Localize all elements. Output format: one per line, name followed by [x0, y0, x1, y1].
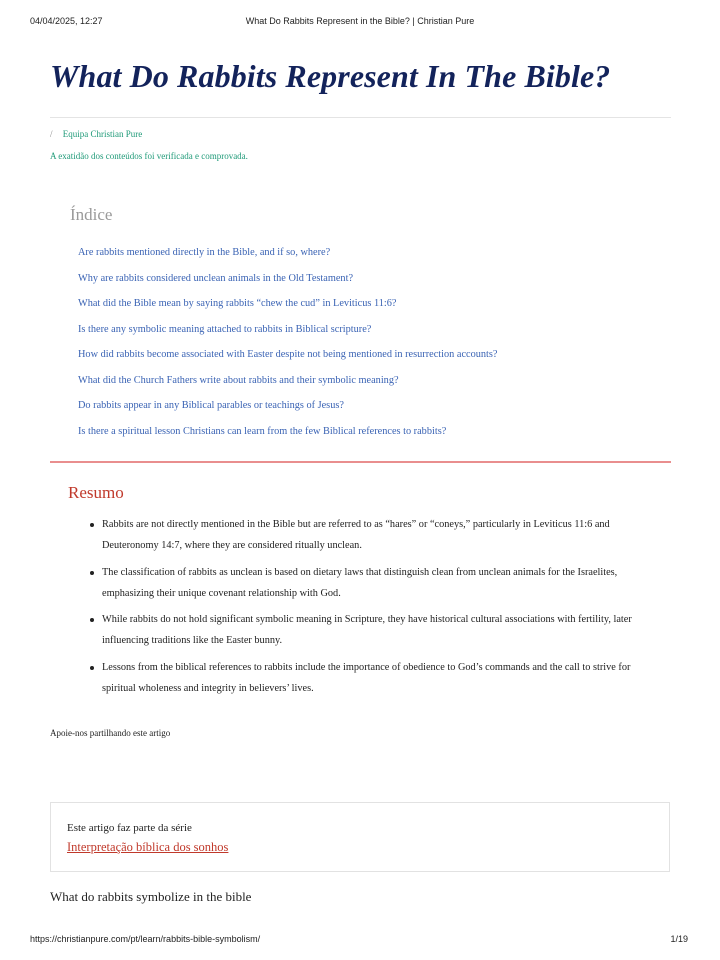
toc-item[interactable] — [78, 273, 497, 299]
summary-divider — [50, 461, 671, 463]
summary-point: The classification of rabbits as unclean is based on dietary laws that distinguish clean from unclean animals for the Israelites, emphasizing their unique covenant relationship with God. — [88, 562, 648, 604]
article-title: What Do Rabbits Represent In The Bible? — [50, 58, 611, 94]
print-page-number: 1/19 — [670, 934, 688, 944]
summary-point: Rabbits are not directly mentioned in the Bible but are referred to as “hares” or “coneys,” particularly in Leviticus 11:6 and Deuteronomy 14:7, where they are considered ritually unclean. — [88, 514, 648, 556]
toc-item[interactable] — [78, 324, 497, 350]
toc-item[interactable] — [78, 349, 497, 375]
toc-link[interactable]: Is there any symbolic meaning attached to rabbits in Biblical scripture? — [78, 323, 372, 335]
series-label: Este artigo faz parte da série — [67, 822, 192, 834]
print-datetime: 04/04/2025, 12:27 — [30, 16, 103, 26]
author-separator: / — [50, 129, 53, 139]
summary-title: Resumo — [68, 483, 124, 502]
summary-point: Lessons from the biblical references to rabbits include the importance of obedience to God’s commands and the call to strive for spiritual wholeness and integrity in believers’ lives. — [88, 657, 648, 699]
toc-item[interactable] — [78, 375, 497, 401]
series-box — [50, 802, 670, 872]
author-line — [50, 129, 142, 139]
toc-link[interactable]: How did rabbits become associated with Easter despite not being mentioned in resurrection accounts? — [78, 349, 498, 360]
toc-link[interactable]: Why are rabbits considered unclean animals in the Old Testament? — [78, 272, 354, 284]
toc-item[interactable] — [78, 426, 497, 452]
summary-point: While rabbits do not hold significant symbolic meaning in Scripture, they have historical cultural associations with fertility, later influencing traditions like the Easter bunny. — [88, 609, 648, 651]
section-heading: What do rabbits symbolize in the bible — [50, 889, 252, 904]
toc-item[interactable] — [78, 400, 497, 426]
print-url: https://christianpure.com/pt/learn/rabbits-bible-symbolism/ — [30, 934, 261, 944]
toc-title: Índice — [70, 205, 113, 224]
toc-list — [78, 247, 497, 451]
toc-link[interactable]: Are rabbits mentioned directly in the Bible, and if so, where? — [78, 247, 331, 258]
toc-item[interactable] — [78, 298, 497, 324]
author-link[interactable]: Equipa Christian Pure — [62, 129, 143, 139]
title-divider — [50, 117, 671, 118]
toc-item[interactable] — [78, 247, 497, 273]
summary-list — [88, 514, 648, 704]
share-prompt: Apoie-nos partilhando este artigo — [50, 728, 171, 738]
verified-note: A exatidão dos conteúdos foi verificada e comprovada. — [50, 151, 248, 161]
toc-link[interactable]: What did the Bible mean by saying rabbits “chew the cud” in Leviticus 11:6? — [78, 298, 397, 309]
series-link[interactable]: Interpretação bíblica dos sonhos — [67, 840, 229, 854]
toc-link[interactable]: Do rabbits appear in any Biblical parables or teachings of Jesus? — [78, 400, 344, 411]
print-page-title: What Do Rabbits Represent in the Bible? | Christian Pure — [245, 16, 475, 26]
toc-link[interactable]: Is there a spiritual lesson Christians can learn from the few Biblical references to rabbits? — [78, 425, 447, 437]
toc-link[interactable]: What did the Church Fathers write about rabbits and their symbolic meaning? — [78, 374, 399, 386]
